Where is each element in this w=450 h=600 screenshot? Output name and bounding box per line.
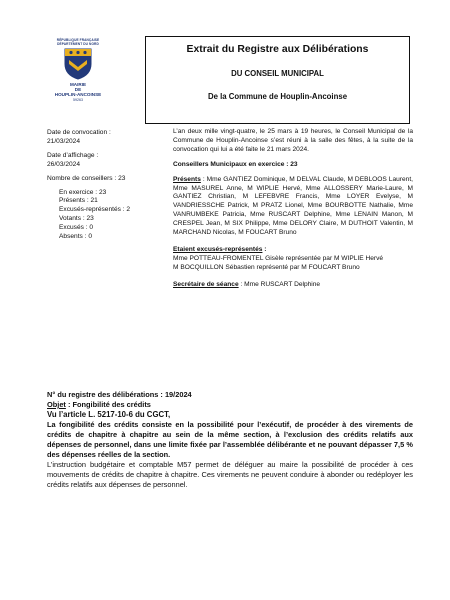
- paragraph-m57: L’instruction budgétaire et comptable M57 permet de déléguer au maire la possibilité de procéder à ces mouvements de crédits de chapitre à chapitre. Ces virements ne peuvent conduire à abonder ou redéployer les crédits relatifs aux dépenses de personnel.: [47, 460, 413, 489]
- count-votants: Votants : 23: [59, 215, 94, 223]
- objet-text: : Fongibilité des crédits: [65, 400, 151, 409]
- vu-article: Vu l’article L. 5217-10-6 du CGCT,: [47, 410, 171, 419]
- commune-name: De la Commune de Houplin-Ancoinse: [207, 92, 348, 101]
- conseillers-exercice: Conseillers Municipaux en exercice : 23: [173, 160, 298, 168]
- count-excuses: Excusés : 0: [59, 224, 94, 232]
- commune-logo: [52, 38, 104, 102]
- presents-paragraph: [173, 176, 413, 238]
- objet-line: [47, 400, 413, 410]
- presents-list: : Mme GANTIEZ Dominique, M DELVAL Claude, M DEBLOOS Laurent, Mme MASUREL Anne, M WIPLIE Hervé, Mme ALLOSSERY Marie-Laure, M GANTIEZ Christian, M LEFEBVRE Francis, Mme LOYER Evelyse, M VANDRIESSCHE Patrick, M PRATZ Lionel, Mme BOURBOTTE Nathalie, Mme VANRUMBEKE Patricia, Mme RUSCART Delphine, Mme LENAIN Manon, M CRESPEL Jean, M SIX Philippe, Mme DELORY Claire, M DUTHOIT Valentin, M MARCHAND Nicolas, M FOUCART Bruno: [173, 175, 413, 237]
- republic-line-2: DÉPARTEMENT DU NORD: [57, 42, 99, 46]
- excuses-line-2: M BOCQUILLON Sébastien représenté par M FOUCART Bruno: [173, 263, 360, 271]
- excuses-colon: :: [262, 245, 267, 253]
- count-excuses-representes: Excusés-représentés : 2: [59, 206, 131, 214]
- excuses-heading: [173, 246, 413, 255]
- mairie-line-2: DE: [74, 87, 82, 93]
- convocation-label: Date de convocation :: [47, 129, 111, 136]
- meeting-info-column: [47, 129, 157, 242]
- mairie-line-1: MAIRIE: [69, 82, 87, 87]
- conseillers-count: Nombre de conseillers : 23: [47, 174, 126, 182]
- convocation-date: 21/03/2024: [47, 137, 81, 145]
- document-subtitle: DU CONSEIL MUNICIPAL: [231, 69, 324, 78]
- count-en-exercice: En exercice : 23: [59, 188, 107, 196]
- deliberation-section: [47, 390, 413, 490]
- secretaire-label: Secrétaire de séance: [173, 280, 239, 288]
- mairie-line-3: HOUPLIN-ANCOINSE: [54, 92, 102, 98]
- registre-number: N° du registre des délibérations : 19/2024: [47, 390, 192, 399]
- republic-line-1: RÉPUBLIQUE FRANÇAISE: [56, 38, 100, 42]
- secretaire-name: : Mme RUSCART Delphine: [238, 280, 321, 288]
- excuses-label: Etaient excusés-représentés: [173, 245, 263, 253]
- count-absents: Absents : 0: [59, 233, 92, 241]
- meeting-intro: L’an deux mille vingt-quatre, le 25 mars à 19 heures, le Conseil Municipal de la Commune de Houplin-Ancoinse s’est réuni à la salle des fêtes, à la suite de la convocation qui lui a été faite le 21 mars 2024.: [173, 128, 413, 153]
- header-box: [145, 36, 410, 124]
- affichage-date: 26/03/2024: [47, 160, 81, 168]
- paragraph-fongibilite: La fongibilité des crédits consiste en la possibilité pour l’exécutif, de procéder à des virements de crédits de chapitre à chapitre au sein de la même section, à l’exclusion des crédits relatifs aux dépenses de personnel, dans une limite fixée par l’assemblée délibérante et ne pouvant dépasser 7,5 % des dépenses réelles de la section.: [47, 420, 413, 459]
- document-title: Extrait du Registre aux Délibérations: [186, 44, 369, 55]
- affichage-label: Date d’affichage :: [47, 151, 99, 159]
- coat-of-arms-shield-icon: [64, 48, 92, 80]
- postcode: 59263: [73, 97, 83, 102]
- objet-label: Objet: [47, 400, 66, 409]
- meeting-details-column: [173, 128, 413, 290]
- excuses-line-1: Mme POTTEAU-FROMENTEL Gisèle représentée par M WIPLIE Hervé: [173, 254, 384, 262]
- secretaire-line: [173, 281, 413, 290]
- count-presents: Présents : 21: [59, 197, 98, 205]
- presents-label: Présents: [173, 175, 201, 183]
